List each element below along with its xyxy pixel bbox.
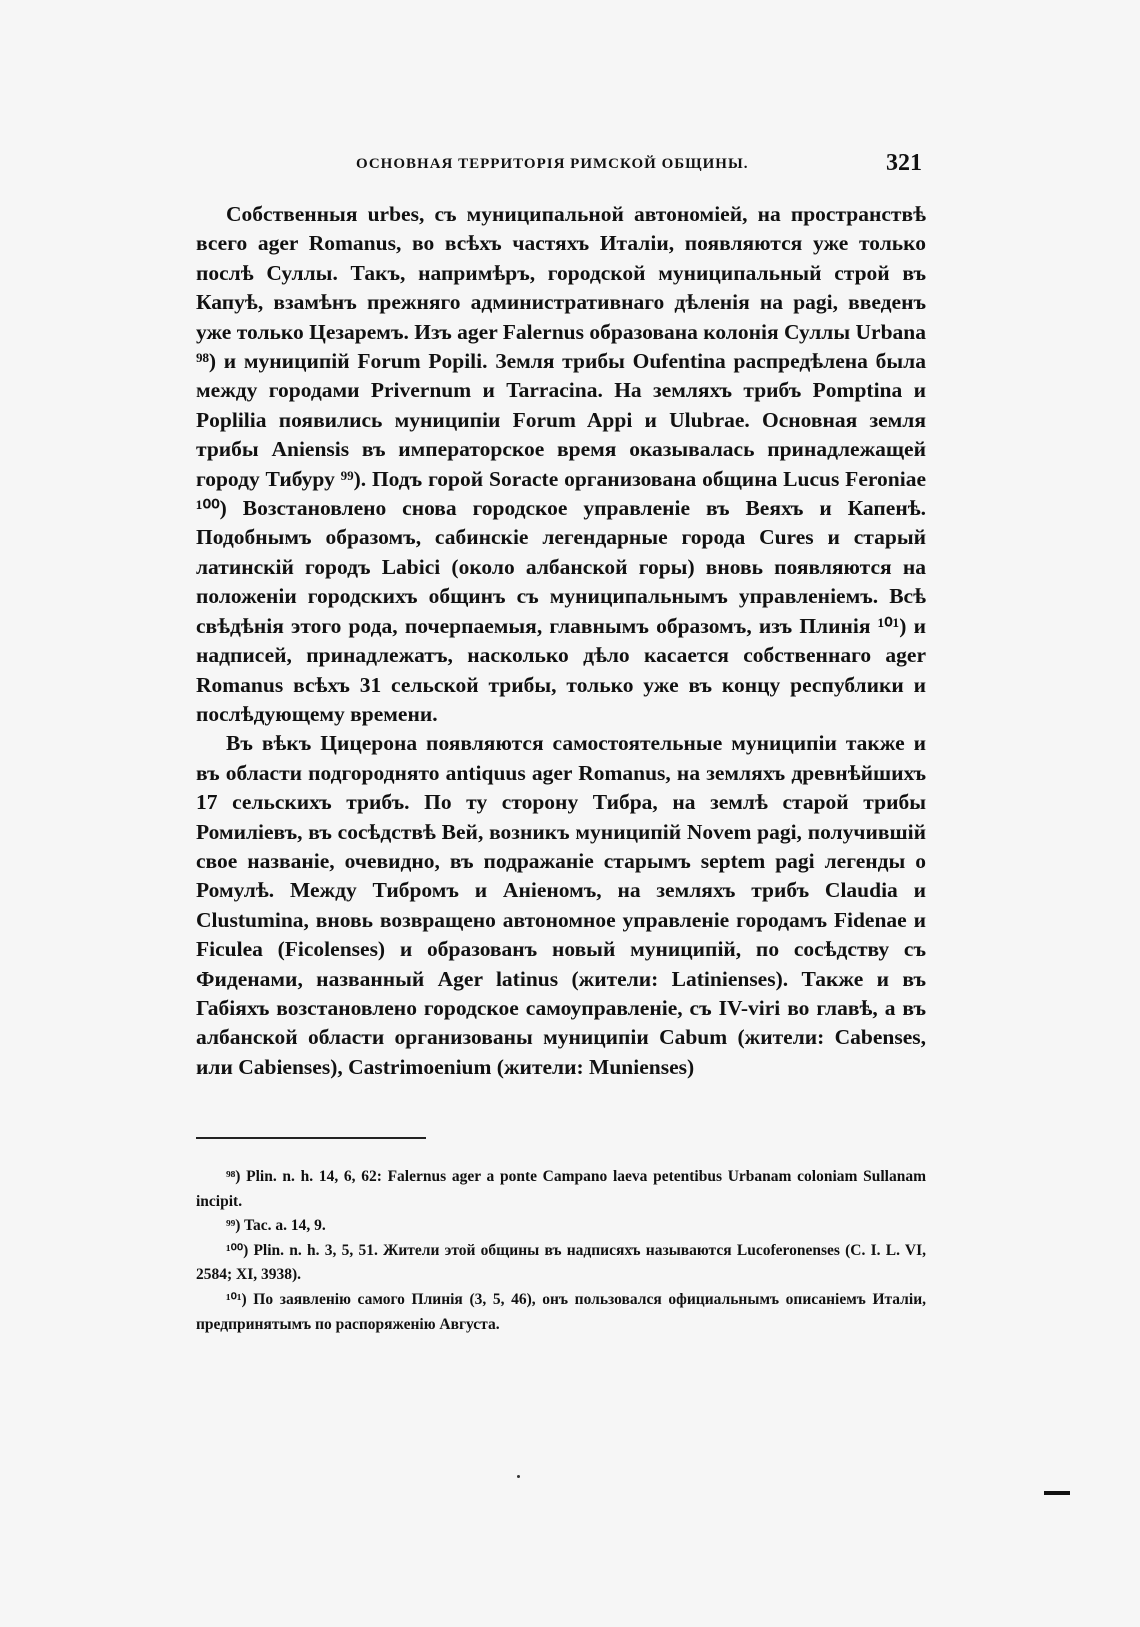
page-number: 321 — [886, 150, 922, 176]
paragraph: Въ вѣкъ Цицерона появляются самостоятельные муниципіи также и въ области подгороднято antiquus ager Romanus, на земляхъ древнѣйшихъ 17 сельскихъ трибъ. По ту сторону Тибра, на землѣ старой трибы Ромиліевъ, въ сосѣдствѣ Вей, возникъ муниципій Novem pagi, получившій свое названіе, очевидно, въ подражаніе старымъ septem pagi легенды о Ромулѣ. Между Тибромъ и Аніеномъ, на земляхъ трибъ Claudia и Clustumina, вновь возвращено автономное управленіе городамъ Fidenae и Ficulea (Ficolenses) и образованъ новый муниципій, по сосѣдству съ Фиденами, названный Ager latinus (жители: Latinienses). Также и въ Габіяхъ возстановлено городское самоуправленіе, съ IV-viri во главѣ, а въ албанской области организованы муниципіи Cabum (жители: Cabenses, или Cabienses), Castrimoenium (жители: Munienses) — [196, 731, 926, 1079]
edge-mark — [1044, 1491, 1070, 1495]
page-header — [196, 150, 926, 182]
paragraph: Собственныя urbes, съ муниципальной автономіей, на пространствѣ всего ager Romanus, во всѣхъ частяхъ Италіи, появляются уже только послѣ Суллы. Такъ, напримѣръ, городской муниципальный строй въ Капуѣ, взамѣнъ прежняго административнаго дѣленія на pagi, введенъ уже только Цезаремъ. Изъ ager Falernus образована колонія Суллы Urbana ⁹⁸) и муниципій Forum Popili. Земля трибы Oufentina распредѣлена была между городами Privernum и Tarracina. На земляхъ трибъ Pomptina и Poplilia появились муниципіи Forum Appi и Ulubrae. Основная земля трибы Aniensis въ императорское время оказывалась принадлежащей городу Тибуру ⁹⁹). Подъ горой Soracte организована община Lucus Feroniae ¹⁰⁰) Возстановлено снова городское управленіе въ Веяхъ и Капенѣ. Подобнымъ образомъ, сабинскіе легендарные города Cures и старый латинскій городъ Labici (около албанской горы) вновь появляются на положеніи городскихъ общинъ съ муниципальнымъ управленіемъ. Всѣ свѣдѣнія этого рода, почерпаемыя, главнымъ образомъ, изъ Плинія ¹⁰¹) и надписей, принадлежатъ, насколько дѣло касается собственнаго ager Romanus всѣхъ 31 сельской трибы, только уже въ концу республики и послѣдующему времени. — [196, 202, 926, 726]
footnote: ¹⁰⁰) Plin. n. h. 3, 5, 51. Жители этой общины въ надписяхъ называются Lucoferonenses (C. I. L. VI, 2584; XI, 3938). — [196, 1241, 926, 1284]
running-head: ОСНОВНАЯ ТЕРРИТОРІЯ РИМСКОЙ ОБЩИНЫ. — [356, 156, 749, 172]
scan-speck — [517, 1475, 520, 1478]
footnote: ⁹⁸) Plin. n. h. 14, 6, 62: Falernus ager a ponte Campano laeva petentibus Urbanam coloniam Sullanam incipit. — [196, 1168, 926, 1210]
footnote-divider — [196, 1137, 426, 1139]
main-text — [196, 200, 926, 1082]
footnotes — [196, 1165, 926, 1337]
footnote: ¹⁰¹) По заявленію самого Плинія (3, 5, 46), онъ пользовался официальнымъ описаніемъ Италіи, предпринятымъ по распоряженію Августа. — [196, 1290, 926, 1333]
footnote: ⁹⁹) Tac. a. 14, 9. — [226, 1217, 326, 1235]
